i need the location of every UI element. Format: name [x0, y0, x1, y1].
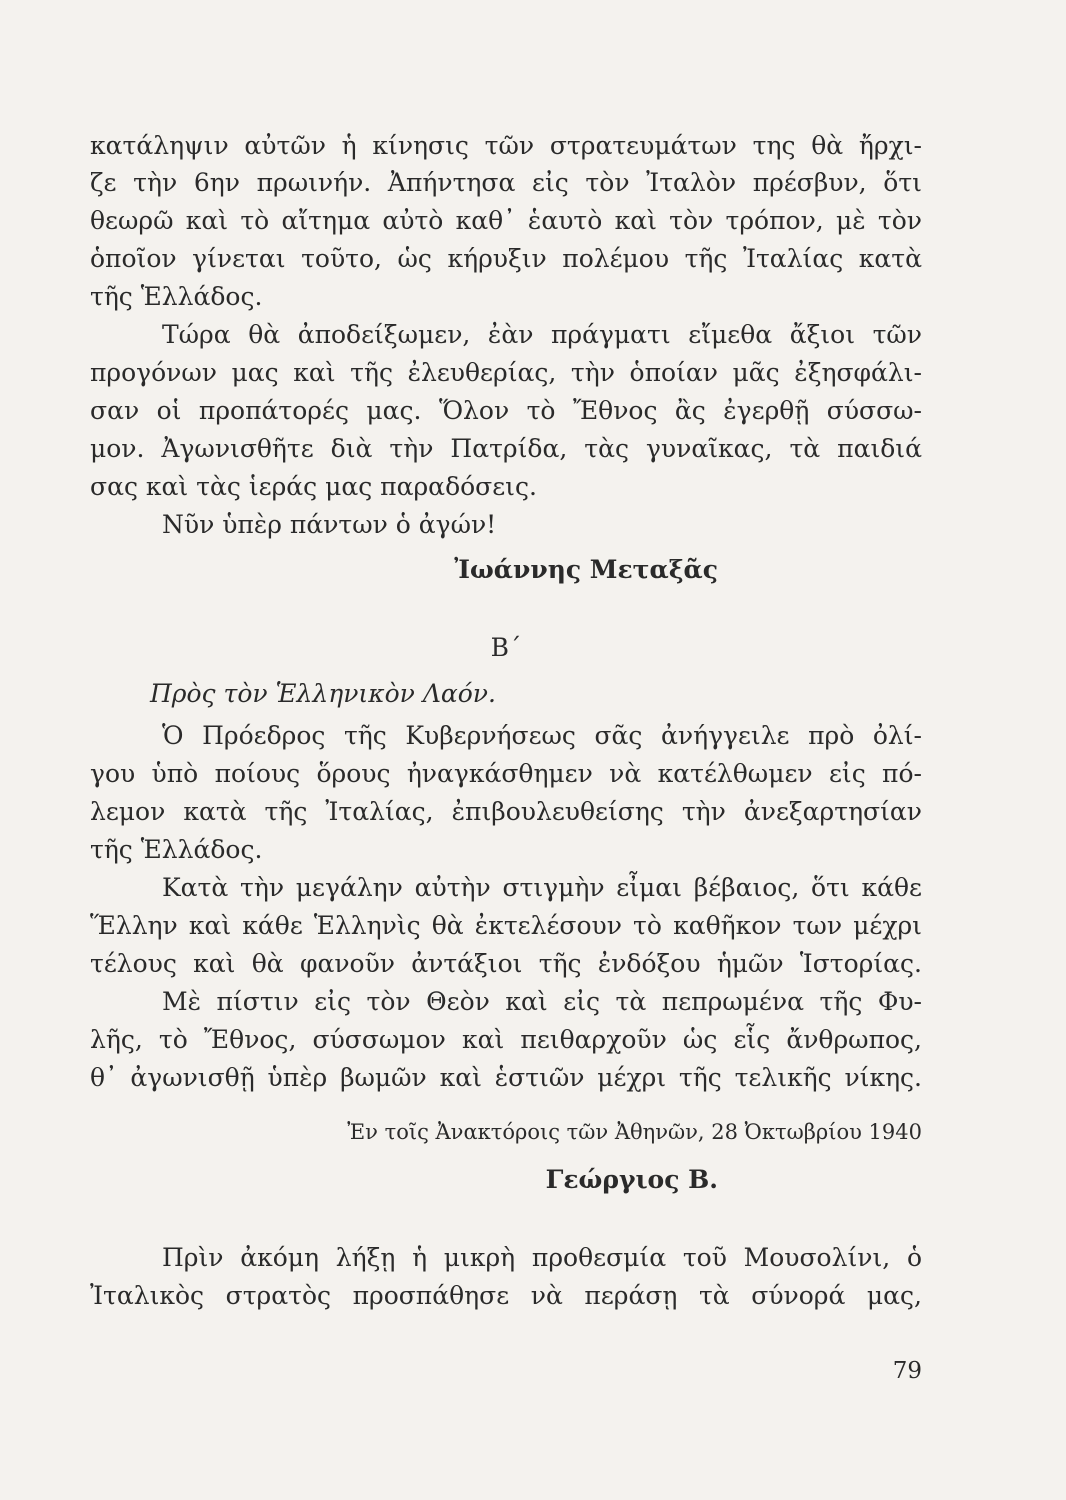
text-line: Πρὶν ἀκόμη λήξῃ ἡ μικρὴ προθεσμία τοῦ Μουσολίνι, ὁ [162, 1243, 922, 1272]
dateline: Ἐν τοῖς Ἀνακτόροις τῶν Ἀθηνῶν, 28 Ὀκτωβρίου 1940 [347, 1120, 922, 1144]
text-line: θεωρῶ καὶ τὸ αἴτημα αὐτὸ καθ᾽ ἑαυτὸ καὶ τὸν τρόπον, μὲ τὸν [90, 206, 922, 235]
text-line: τῆς Ἑλλάδος. [90, 835, 263, 864]
text-line: Μὲ πίστιν εἰς τὸν Θεὸν καὶ εἰς τὰ πεπρωμένα τῆς Φυ- [162, 987, 922, 1016]
text-line: ζε τὴν 6ην πρωινήν. Ἀπήντησα εἰς τὸν Ἰταλὸν πρέσβυν, ὅτι [90, 168, 922, 197]
text-line: Τώρα θὰ ἀποδείξωμεν, ἐὰν πράγματι εἴμεθα ἄξιοι τῶν [162, 320, 922, 349]
text-line: θ᾽ ἀγωνισθῇ ὑπὲρ βωμῶν καὶ ἑστιῶν μέχρι τῆς τελικῆς νίκης. [90, 1063, 922, 1092]
text-line: κατάληψιν αὐτῶν ἡ κίνησις τῶν στρατευμάτων της θὰ ἤρχι- [90, 131, 922, 160]
section-heading: Β΄ [490, 633, 522, 662]
address-heading: Πρὸς τὸν Ἑλληνικὸν Λαόν. [150, 679, 496, 708]
signature-georgios: Γεώργιος Β. [545, 1165, 718, 1194]
text-line: Ὁ Πρόεδρος τῆς Κυβερνήσεως σᾶς ἀνήγγειλε πρὸ ὀλί- [162, 721, 922, 750]
text-line: Ἰταλικὸς στρατὸς προσπάθησε νὰ περάσῃ τὰ σύνορά μας, [90, 1281, 922, 1310]
text-line: λεμον κατὰ τῆς Ἰταλίας, ἐπιβουλευθείσης τὴν ἀνεξαρτησίαν [90, 797, 922, 826]
text-line: σαν οἱ προπάτορές μας. Ὅλον τὸ Ἔθνος ἂς ἐγερθῇ σύσσω- [90, 396, 922, 425]
text-line: γου ὑπὸ ποίους ὅρους ἠναγκάσθημεν νὰ κατέλθωμεν εἰς πό- [90, 759, 922, 788]
text-line: Ἕλλην καὶ κάθε Ἑλληνὶς θὰ ἐκτελέσουν τὸ καθῆκον των μέχρι [90, 911, 922, 940]
text-line: προγόνων μας καὶ τῆς ἐλευθερίας, τὴν ὁποίαν μᾶς ἐξησφάλι- [90, 358, 922, 387]
text-line: λῆς, τὸ Ἔθνος, σύσσωμον καὶ πειθαρχοῦν ὡς εἷς ἄνθρωπος, [90, 1025, 922, 1054]
text-line: τέλους καὶ θὰ φανοῦν ἀντάξιοι τῆς ἐνδόξου ἡμῶν Ἱστορίας. [90, 949, 922, 978]
text-line: μον. Ἀγωνισθῆτε διὰ τὴν Πατρίδα, τὰς γυναῖκας, τὰ παιδιά [90, 434, 922, 463]
page-number: 79 [892, 1358, 922, 1384]
text-line: τῆς Ἑλλάδος. [90, 282, 263, 311]
text-line: σας καὶ τὰς ἱεράς μας παραδόσεις. [90, 472, 537, 501]
signature-metaxas: Ἰωάννης Μεταξᾶς [454, 555, 718, 584]
text-line: Νῦν ὑπὲρ πάντων ὁ ἀγών! [162, 510, 497, 539]
text-line: Κατὰ τὴν μεγάλην αὐτὴν στιγμὴν εἶμαι βέβαιος, ὅτι κάθε [162, 873, 922, 902]
text-line: ὁποῖον γίνεται τοῦτο, ὡς κήρυξιν πολέμου τῆς Ἰταλίας κατὰ [90, 244, 922, 273]
